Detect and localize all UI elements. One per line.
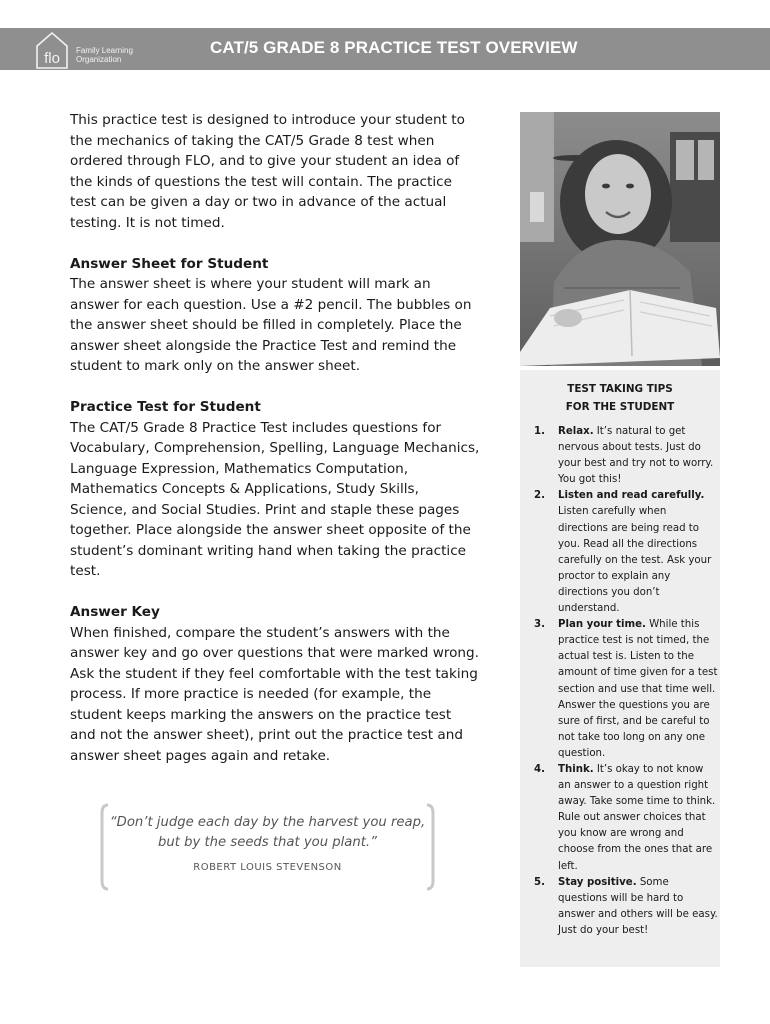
section-heading-answer-sheet: Answer Sheet for Student <box>70 255 269 272</box>
tip-heading: Stay positive. <box>558 876 637 888</box>
section-body-answer-key: When finished, compare the student’s answers with the answer key and go over questions that were marked wrong. Ask the student if they feel comfortable with the test taking process. If more practice is needed (for example, the student keeps marking the answers on the practice test and not the answer sheet), print out the practice test and answer sheet pages again and retake. <box>70 624 479 764</box>
tip-item <box>534 424 718 488</box>
tips-title-line2: FOR THE STUDENT <box>565 401 675 413</box>
student-reading-illustration <box>520 112 720 366</box>
tip-body: It’s okay to not know an answer to a question right away. Take some time to think. Rule out answer choices that you know are wrong and choose from the ones that are left. <box>558 763 716 872</box>
main-content <box>70 110 480 787</box>
tip-body: Listen carefully when directions are being read to you. Read all the directions carefully on the test. Ask your proctor to explain any directions you don’t understand. <box>558 506 712 615</box>
tips-list <box>534 424 718 939</box>
tip-body: While this practice test is not timed, the actual test is. Listen to the amount of time given for a test section and use that time well. Answer the questions you are sure of first, and be careful to not take too long on any one question. <box>558 619 718 759</box>
quote-author: ROBERT LOUIS STEVENSON <box>193 862 342 873</box>
tip-heading: Relax. <box>558 426 594 437</box>
tip-number: 2. <box>534 490 545 502</box>
intro-paragraph: This practice test is designed to introduce your student to the mechanics of taking the CAT/5 Grade 8 test when ordered through FLO, and to give your student an idea of the kinds of questions the test will contain. The practice test can be given a day or two in advance of the actual testing. It is not timed. <box>70 112 465 231</box>
logo-mark: flo <box>44 50 60 67</box>
tip-heading: Plan your time. <box>558 619 646 631</box>
tip-body: Some questions will be hard to answer and others will be easy. Just do your best! <box>558 876 718 936</box>
section-heading-answer-key: Answer Key <box>70 604 160 620</box>
student-photo <box>520 112 720 366</box>
logo-line1: Family Learning <box>76 46 133 55</box>
tip-number: 5. <box>534 876 545 888</box>
flo-logo <box>34 30 144 70</box>
tip-heading: Think. <box>558 763 594 775</box>
page-title: CAT/5 GRADE 8 PRACTICE TEST OVERVIEW <box>210 38 578 57</box>
tip-item <box>534 875 718 939</box>
tip-number: 1. <box>534 426 545 437</box>
section-body-practice-test: The CAT/5 Grade 8 Practice Test includes questions for Vocabulary, Comprehension, Spelling, Language Mechanics, Language Expression, Mathematics Computation, Mathematics Concepts & Applications, Study Skills, Science, and Social Studies. Print and staple these pages together. Place alongside the answer sheet opposite of the student’s dominant writing hand when taking the practice test. <box>70 419 480 579</box>
tip-heading: Listen and read carefully. <box>558 490 705 502</box>
tip-item <box>534 762 718 875</box>
tip-number: 4. <box>534 763 545 775</box>
quote-box <box>100 803 435 891</box>
logo-line2: Organization <box>76 55 122 64</box>
tips-panel <box>520 370 720 967</box>
house-logo-icon <box>34 30 74 70</box>
tips-title-line1: TEST TAKING TIPS <box>567 383 673 395</box>
tip-number: 3. <box>534 619 545 631</box>
section-body-answer-sheet: The answer sheet is where your student will mark an answer for each question. Use a #2 pencil. The bubbles on the answer sheet should be filled in completely. Place the answer sheet alongside the Practice Test and remind the student to mark only on the answer sheet. <box>70 276 472 374</box>
logo-text <box>76 46 133 64</box>
section-heading-practice-test: Practice Test for Student <box>70 399 261 415</box>
tips-title <box>520 380 720 416</box>
tip-item <box>534 488 718 617</box>
tip-body: It’s natural to get nervous about tests. Just do your best and try not to worry. You got this! <box>558 426 714 486</box>
tip-item <box>534 617 718 762</box>
quote-text: “Don’t judge each day by the harvest you reap, but by the seeds that you plant.” <box>109 815 426 850</box>
